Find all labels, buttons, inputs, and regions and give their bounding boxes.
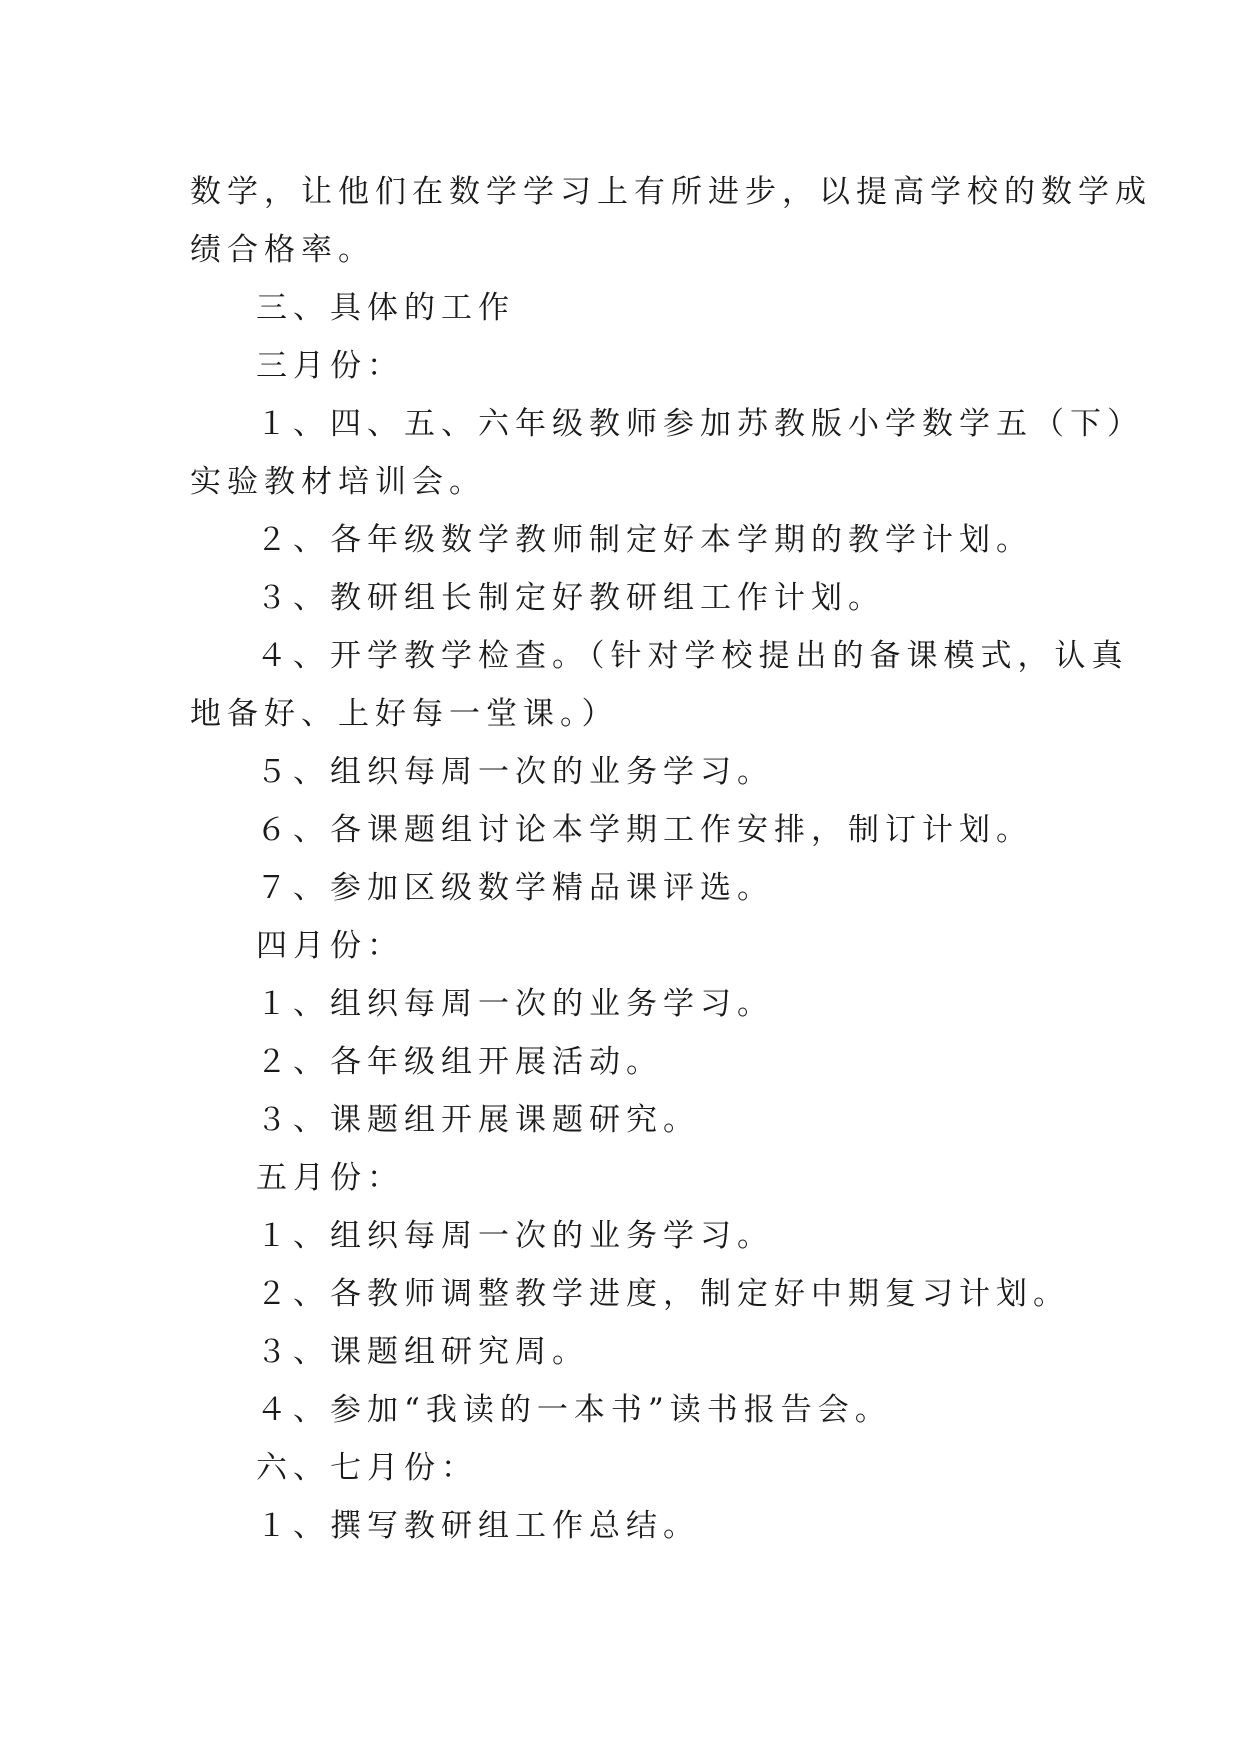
list-item: ２、各年级数学教师制定好本学期的教学计划。 xyxy=(256,522,1033,558)
month-heading-june-july: 六、七月份： xyxy=(256,1450,478,1486)
paragraph-line: 绩合格率。 xyxy=(190,232,375,268)
list-item: ２、各教师调整教学进度，制定好中期复习计划。 xyxy=(256,1276,1070,1312)
month-heading-march: 三月份： xyxy=(256,348,404,384)
list-item: ３、课题组研究周。 xyxy=(256,1334,589,1370)
section-heading: 三、具体的工作 xyxy=(256,290,515,326)
list-item: ６、各课题组讨论本学期工作安排，制订计划。 xyxy=(256,812,1033,848)
month-heading-may: 五月份： xyxy=(256,1160,404,1196)
list-item: １、四、五、六年级教师参加苏教版小学数学五（下） xyxy=(256,406,1144,442)
paragraph-line: 数学，让他们在数学学习上有所进步，以提高学校的数学成 xyxy=(190,174,1152,210)
list-item: ３、课题组开展课题研究。 xyxy=(256,1102,700,1138)
month-heading-april: 四月份： xyxy=(256,928,404,964)
list-item: ４、开学教学检查。（针对学校提出的备课模式，认真 xyxy=(256,638,1129,674)
list-item: ５、组织每周一次的业务学习。 xyxy=(256,754,774,790)
list-item: １、组织每周一次的业务学习。 xyxy=(256,1218,774,1254)
list-item: １、组织每周一次的业务学习。 xyxy=(256,986,774,1022)
list-item-continuation: 地备好、上好每一堂课。） xyxy=(190,696,619,732)
list-item-continuation: 实验教材培训会。 xyxy=(190,464,486,500)
list-item: ４、参加“我读的一本书”读书报告会。 xyxy=(256,1392,892,1428)
list-item: ３、教研组长制定好教研组工作计划。 xyxy=(256,580,885,616)
list-item: １、撰写教研组工作总结。 xyxy=(256,1508,700,1544)
document-body xyxy=(190,163,1152,1555)
list-item: ７、参加区级数学精品课评选。 xyxy=(256,870,774,906)
list-item: ２、各年级组开展活动。 xyxy=(256,1044,663,1080)
